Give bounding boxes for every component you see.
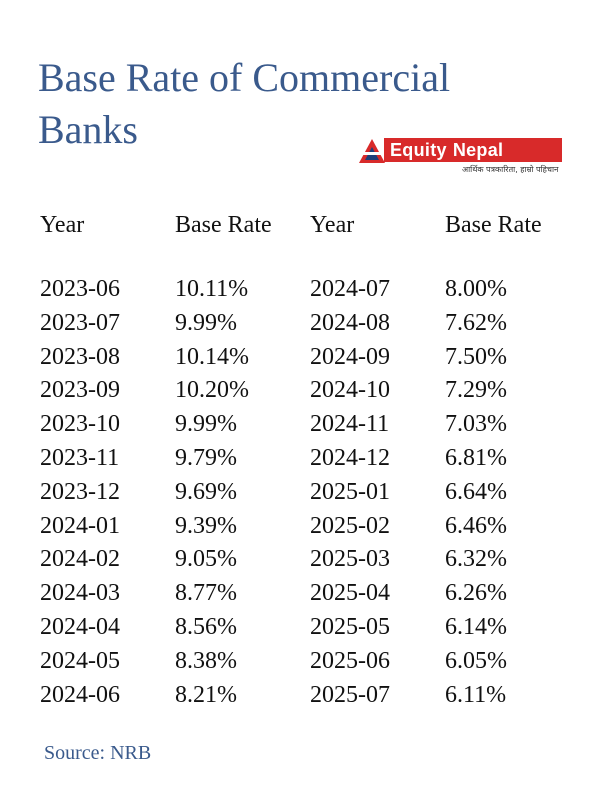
cell-rate-left: 10.14% [175, 343, 249, 370]
cell-year-right: 2025-01 [310, 478, 390, 505]
cell-year-right: 2025-04 [310, 580, 390, 607]
table-row [40, 272, 580, 306]
cell-rate-left: 9.99% [175, 309, 237, 336]
cell-rate-right: 8.00% [445, 276, 507, 302]
header-year-1: Year [40, 212, 85, 238]
header-year-2: Year [310, 212, 355, 238]
cell-year-left: 2024-06 [40, 681, 120, 708]
cell-year-left: 2023-08 [40, 343, 120, 370]
cell-year-left: 2024-01 [40, 512, 120, 539]
cell-year-left: 2023-06 [40, 276, 120, 302]
cell-year-left: 2024-03 [40, 580, 120, 607]
cell-rate-left: 9.69% [175, 478, 237, 505]
table-row [40, 542, 580, 576]
cell-rate-right: 7.29% [445, 377, 507, 404]
logo-word-nepal: Nepal [452, 140, 504, 160]
table-row [40, 644, 580, 678]
table-row [40, 678, 580, 712]
table-row [40, 340, 580, 374]
table-row [40, 373, 580, 407]
cell-year-right: 2024-10 [310, 377, 390, 404]
cell-rate-right: 6.26% [445, 580, 507, 607]
table-row [40, 441, 580, 475]
cell-rate-left: 8.77% [175, 580, 237, 607]
cell-rate-right: 6.05% [445, 647, 507, 674]
cell-year-left: 2023-10 [40, 411, 120, 438]
cell-year-left: 2023-09 [40, 377, 120, 404]
table-row [40, 407, 580, 441]
cell-year-right: 2024-09 [310, 343, 390, 370]
header-base-rate-1: Base Rate [175, 212, 272, 238]
cell-year-left: 2024-04 [40, 614, 120, 640]
cell-year-right: 2025-03 [310, 546, 390, 573]
cell-rate-right: 7.50% [445, 343, 507, 370]
logo-wordmark [384, 138, 562, 162]
cell-year-right: 2025-07 [310, 681, 390, 708]
cell-year-left: 2023-11 [40, 445, 120, 471]
cell-rate-left: 9.05% [175, 546, 237, 573]
page-title: Base Rate of Commercial Banks [38, 55, 451, 152]
table-row [40, 475, 580, 509]
cell-year-right: 2025-02 [310, 512, 390, 539]
cell-year-left: 2024-05 [40, 647, 120, 674]
table-row [40, 610, 580, 644]
logo-emblem-icon [358, 138, 386, 164]
cell-year-left: 2024-02 [40, 546, 120, 573]
cell-rate-right: 6.81% [445, 445, 507, 471]
cell-rate-right: 6.46% [445, 512, 507, 539]
cell-rate-left: 9.99% [175, 411, 237, 438]
cell-rate-left: 8.21% [175, 681, 237, 708]
cell-rate-right: 7.03% [445, 411, 507, 438]
cell-rate-right: 6.32% [445, 546, 507, 573]
cell-rate-right: 6.14% [445, 614, 507, 640]
cell-rate-left: 8.38% [175, 647, 237, 674]
cell-rate-left: 10.11% [175, 276, 249, 302]
cell-year-left: 2023-12 [40, 478, 120, 505]
table-row [40, 509, 580, 543]
source-note: Source: NRB [44, 742, 152, 764]
cell-rate-left: 9.79% [175, 445, 237, 471]
cell-rate-right: 7.62% [445, 309, 507, 336]
table-row [40, 306, 580, 340]
cell-year-right: 2025-06 [310, 647, 390, 674]
cell-rate-right: 6.64% [445, 478, 507, 505]
cell-year-right: 2024-12 [310, 445, 390, 471]
table-row [40, 576, 580, 610]
logo-tagline: आर्थिक पत्रकारिता, हाम्रो पहिचान [462, 165, 559, 174]
equity-nepal-logo [358, 136, 568, 182]
logo-word-equity: Equity [390, 140, 447, 160]
cell-year-left: 2023-07 [40, 309, 120, 336]
cell-rate-left: 9.39% [175, 512, 237, 539]
cell-rate-left: 8.56% [175, 614, 237, 640]
cell-rate-right: 6.11% [445, 681, 507, 708]
header-base-rate-2: Base Rate [445, 212, 542, 238]
cell-year-right: 2024-07 [310, 276, 390, 302]
cell-rate-left: 10.20% [175, 377, 249, 404]
cell-year-right: 2024-08 [310, 309, 390, 336]
cell-year-right: 2025-05 [310, 614, 390, 640]
cell-year-right: 2024-11 [310, 411, 390, 438]
